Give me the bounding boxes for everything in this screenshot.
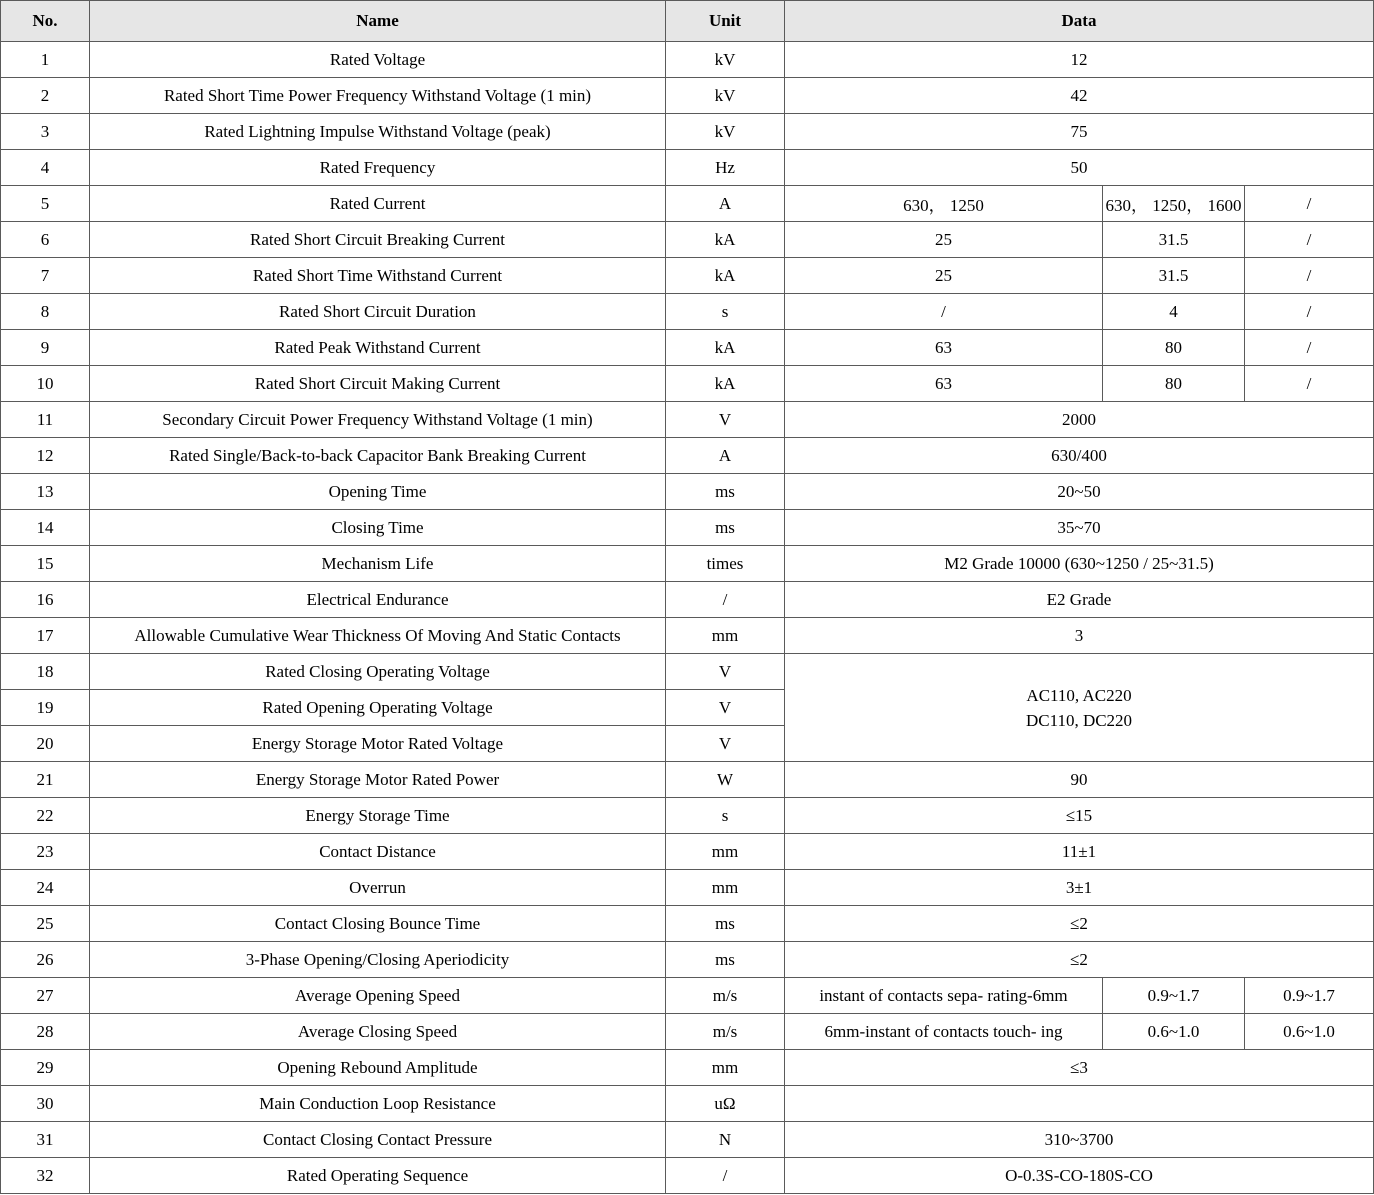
row-unit: kV	[666, 78, 785, 114]
row-data: 310~3700	[785, 1122, 1374, 1158]
voltage-block-line-1: AC110, AC220	[1026, 685, 1132, 705]
row-name: Rated Lightning Impulse Withstand Voltage (peak)	[90, 114, 666, 150]
row-unit: kV	[666, 114, 785, 150]
row-unit: ms	[666, 474, 785, 510]
row-no: 17	[1, 618, 90, 654]
row-unit: W	[666, 762, 785, 798]
row-data-col-1: instant of contacts sepa- rating-6mm	[785, 978, 1103, 1014]
row-unit: /	[666, 1158, 785, 1194]
row-no: 29	[1, 1050, 90, 1086]
row-data-col-1: 63	[785, 330, 1103, 366]
row-data: 2000	[785, 402, 1374, 438]
table-row	[1, 1122, 1374, 1158]
row-data: 90	[785, 762, 1374, 798]
table-row	[1, 294, 1374, 330]
row-name: Energy Storage Motor Rated Voltage	[90, 726, 666, 762]
table-row	[1, 582, 1374, 618]
row-no: 7	[1, 258, 90, 294]
row-data-col-2: 4	[1103, 294, 1245, 330]
row-name: Electrical Endurance	[90, 582, 666, 618]
row-no: 13	[1, 474, 90, 510]
row-unit: mm	[666, 1050, 785, 1086]
row-unit: A	[666, 438, 785, 474]
row-name: Average Closing Speed	[90, 1014, 666, 1050]
row-name: Energy Storage Motor Rated Power	[90, 762, 666, 798]
row-data-col-3: 0.6~1.0	[1245, 1014, 1374, 1050]
table-row	[1, 762, 1374, 798]
row-data-col-3: 0.9~1.7	[1245, 978, 1374, 1014]
row-data: M2 Grade 10000 (630~1250 / 25~31.5)	[785, 546, 1374, 582]
row-name: Rated Frequency	[90, 150, 666, 186]
row-unit: s	[666, 294, 785, 330]
table-row	[1, 78, 1374, 114]
table-row	[1, 834, 1374, 870]
row-data: ≤2	[785, 942, 1374, 978]
table-row	[1, 1086, 1374, 1122]
row-name: Rated Short Circuit Duration	[90, 294, 666, 330]
table-row	[1, 510, 1374, 546]
row-no: 9	[1, 330, 90, 366]
row-no: 2	[1, 78, 90, 114]
row-data-col-2: 80	[1103, 330, 1245, 366]
table-row	[1, 222, 1374, 258]
row-unit: ms	[666, 906, 785, 942]
table-row	[1, 870, 1374, 906]
table-row	[1, 942, 1374, 978]
row-unit: V	[666, 690, 785, 726]
row-data: ≤15	[785, 798, 1374, 834]
row-name: Main Conduction Loop Resistance	[90, 1086, 666, 1122]
row-name: Rated Single/Back-to-back Capacitor Bank Breaking Current	[90, 438, 666, 474]
row-unit: s	[666, 798, 785, 834]
row-name: Energy Storage Time	[90, 798, 666, 834]
row-name: Rated Short Time Power Frequency Withstand Voltage (1 min)	[90, 78, 666, 114]
operating-voltage-block	[785, 654, 1374, 762]
row-no: 20	[1, 726, 90, 762]
row-unit: kV	[666, 42, 785, 78]
row-no: 14	[1, 510, 90, 546]
row-name: Average Opening Speed	[90, 978, 666, 1014]
row-data: ≤2	[785, 906, 1374, 942]
row-no: 31	[1, 1122, 90, 1158]
row-data: E2 Grade	[785, 582, 1374, 618]
row-no: 32	[1, 1158, 90, 1194]
voltage-block-line-2: DC110, DC220	[1025, 710, 1133, 730]
row-data-col-2: 31.5	[1103, 222, 1245, 258]
row-data: 20~50	[785, 474, 1374, 510]
row-name: Rated Operating Sequence	[90, 1158, 666, 1194]
row-data: 42	[785, 78, 1374, 114]
row-name: Rated Short Circuit Breaking Current	[90, 222, 666, 258]
row-no: 27	[1, 978, 90, 1014]
table-row	[1, 42, 1374, 78]
row-unit: times	[666, 546, 785, 582]
row-no: 23	[1, 834, 90, 870]
row-unit: kA	[666, 366, 785, 402]
row-data-col-2: 630， 1250， 1600	[1103, 186, 1245, 222]
table-row	[1, 366, 1374, 402]
table-row	[1, 1050, 1374, 1086]
table-row	[1, 1014, 1374, 1050]
table-row	[1, 474, 1374, 510]
row-unit: kA	[666, 330, 785, 366]
row-data-col-3: /	[1245, 330, 1374, 366]
table-row	[1, 654, 1374, 690]
row-no: 16	[1, 582, 90, 618]
table-row	[1, 438, 1374, 474]
header-name: Name	[90, 1, 666, 42]
row-data-col-1: 25	[785, 258, 1103, 294]
table-row	[1, 978, 1374, 1014]
row-unit: ms	[666, 510, 785, 546]
row-data-col-3: /	[1245, 186, 1374, 222]
row-no: 22	[1, 798, 90, 834]
row-unit: V	[666, 654, 785, 690]
header-row	[1, 1, 1374, 42]
row-data-col-1: 630， 1250	[785, 186, 1103, 222]
row-unit: ms	[666, 942, 785, 978]
row-name: Mechanism Life	[90, 546, 666, 582]
row-no: 5	[1, 186, 90, 222]
header-data: Data	[785, 1, 1374, 42]
row-name: Opening Time	[90, 474, 666, 510]
row-no: 3	[1, 114, 90, 150]
row-unit: V	[666, 726, 785, 762]
row-name: Rated Current	[90, 186, 666, 222]
row-data-col-1: 25	[785, 222, 1103, 258]
row-name: Overrun	[90, 870, 666, 906]
row-unit: m/s	[666, 978, 785, 1014]
table-row	[1, 186, 1374, 222]
row-unit: mm	[666, 870, 785, 906]
row-no: 21	[1, 762, 90, 798]
row-name: Closing Time	[90, 510, 666, 546]
row-unit: mm	[666, 618, 785, 654]
row-no: 19	[1, 690, 90, 726]
row-unit: uΩ	[666, 1086, 785, 1122]
row-data-col-2: 0.6~1.0	[1103, 1014, 1245, 1050]
row-unit: kA	[666, 222, 785, 258]
row-data: 11±1	[785, 834, 1374, 870]
row-unit: V	[666, 402, 785, 438]
row-unit: mm	[666, 834, 785, 870]
table-row	[1, 114, 1374, 150]
table-row	[1, 546, 1374, 582]
row-data-col-1: 63	[785, 366, 1103, 402]
row-name: Contact Closing Bounce Time	[90, 906, 666, 942]
row-no: 25	[1, 906, 90, 942]
row-name: Contact Closing Contact Pressure	[90, 1122, 666, 1158]
row-unit: A	[666, 186, 785, 222]
row-no: 15	[1, 546, 90, 582]
row-no: 28	[1, 1014, 90, 1050]
row-data: O-0.3S-CO-180S-CO	[785, 1158, 1374, 1194]
row-data-col-3: /	[1245, 294, 1374, 330]
row-data: 35~70	[785, 510, 1374, 546]
table-row	[1, 330, 1374, 366]
row-data: 75	[785, 114, 1374, 150]
row-data-col-3: /	[1245, 222, 1374, 258]
row-unit: Hz	[666, 150, 785, 186]
row-name: Rated Short Circuit Making Current	[90, 366, 666, 402]
row-no: 11	[1, 402, 90, 438]
row-data-col-2: 31.5	[1103, 258, 1245, 294]
row-data: 3±1	[785, 870, 1374, 906]
row-data: 3	[785, 618, 1374, 654]
row-no: 10	[1, 366, 90, 402]
row-data: ≤3	[785, 1050, 1374, 1086]
row-unit: /	[666, 582, 785, 618]
row-data-col-3: /	[1245, 366, 1374, 402]
row-no: 1	[1, 42, 90, 78]
row-name: Rated Peak Withstand Current	[90, 330, 666, 366]
row-no: 8	[1, 294, 90, 330]
row-name: Rated Opening Operating Voltage	[90, 690, 666, 726]
row-name: Rated Short Time Withstand Current	[90, 258, 666, 294]
header-no: No.	[1, 1, 90, 42]
row-no: 26	[1, 942, 90, 978]
row-data	[785, 1086, 1374, 1122]
row-data-col-1: /	[785, 294, 1103, 330]
row-name: Opening Rebound Amplitude	[90, 1050, 666, 1086]
row-name: Rated Closing Operating Voltage	[90, 654, 666, 690]
row-data: 630/400	[785, 438, 1374, 474]
row-name: Contact Distance	[90, 834, 666, 870]
table-row	[1, 798, 1374, 834]
row-data-col-2: 80	[1103, 366, 1245, 402]
row-data-col-1: 6mm-instant of contacts touch- ing	[785, 1014, 1103, 1050]
row-no: 12	[1, 438, 90, 474]
table-row	[1, 1158, 1374, 1194]
row-unit: m/s	[666, 1014, 785, 1050]
row-name: 3-Phase Opening/Closing Aperiodicity	[90, 942, 666, 978]
row-unit: kA	[666, 258, 785, 294]
row-name: Secondary Circuit Power Frequency Withstand Voltage (1 min)	[90, 402, 666, 438]
table-row	[1, 906, 1374, 942]
row-no: 24	[1, 870, 90, 906]
row-no: 4	[1, 150, 90, 186]
row-data-col-2: 0.9~1.7	[1103, 978, 1245, 1014]
row-no: 30	[1, 1086, 90, 1122]
row-data-col-3: /	[1245, 258, 1374, 294]
row-no: 6	[1, 222, 90, 258]
row-name: Rated Voltage	[90, 42, 666, 78]
table-row	[1, 258, 1374, 294]
table-row	[1, 150, 1374, 186]
table-row	[1, 402, 1374, 438]
table-row	[1, 618, 1374, 654]
row-data: 12	[785, 42, 1374, 78]
header-unit: Unit	[666, 1, 785, 42]
row-name: Allowable Cumulative Wear Thickness Of Moving And Static Contacts	[90, 618, 666, 654]
row-unit: N	[666, 1122, 785, 1158]
row-no: 18	[1, 654, 90, 690]
row-data: 50	[785, 150, 1374, 186]
